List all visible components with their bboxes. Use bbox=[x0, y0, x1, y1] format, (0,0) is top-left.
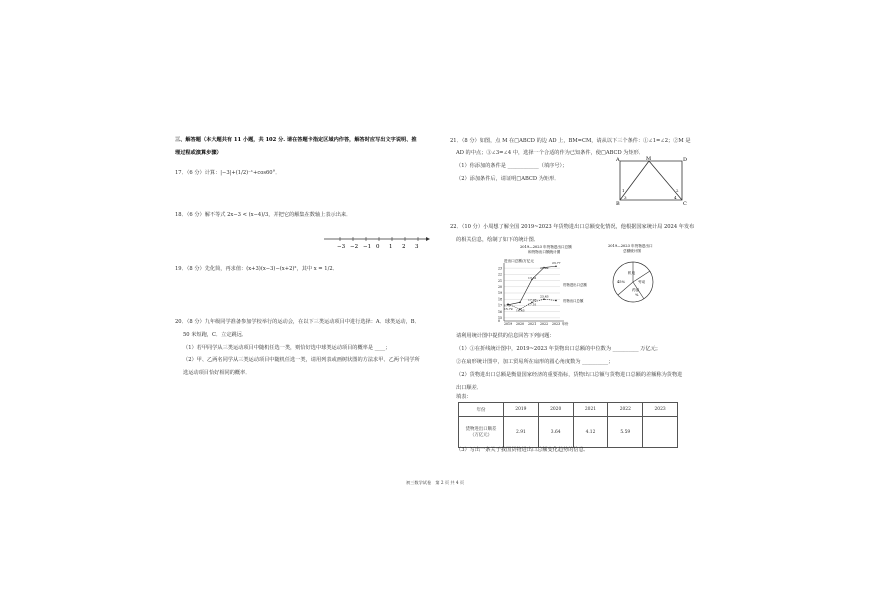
question-17: 17．（6 分）计算：|−3|+(1/2)⁻¹+cos60°． bbox=[175, 170, 281, 176]
question-22-part1b: ②在扇形统计图中，加工贸易所在扇形的圆心角度数为 __________； bbox=[456, 359, 614, 365]
line-chart-ylabel: 进出口总额/万亿元 bbox=[504, 259, 534, 263]
data-label: 16.43 bbox=[516, 308, 525, 313]
y-tick-label: 17 bbox=[498, 303, 503, 308]
surplus-table bbox=[458, 402, 678, 448]
page-footer: 初三数学试卷 第 2 页 共 4 页 bbox=[406, 480, 465, 485]
number-line-arrow bbox=[426, 237, 430, 241]
pie-title: 2019—2023 年货物进出口 bbox=[608, 244, 653, 248]
question-21-part2: （2）添加条件后，请证明□ABCD 为矩形． bbox=[456, 176, 560, 182]
table-row-label-line2: （万亿元） bbox=[470, 433, 492, 438]
question-20: 20．（8 分）九年级同学准备参加学校举行的运动会，在以下三类运动项目中进行选择：A．球类运动，B． bbox=[175, 319, 420, 325]
question-22-part1: （1）①在折线统计图中，2019~2023 年货物出口总额的中位数为 __________ 万亿元； bbox=[456, 346, 661, 352]
question-22-intro: 请利用统计图中提供的信息回答下列问题： bbox=[456, 333, 555, 339]
data-label: 15.79 bbox=[504, 307, 513, 312]
question-22: 22．（10 分）小周想了解全国 2019~2023 年货物进出口总额变化情况，他根据国家统计局 2024 年发布 bbox=[450, 224, 695, 230]
question-22-part3: （3）写出一条关于我国货物进出口总额变化趋势的信息． bbox=[456, 447, 589, 453]
segment-cm bbox=[649, 161, 682, 200]
number-line-tick-label: 1 bbox=[389, 244, 393, 250]
data-point bbox=[519, 302, 521, 304]
angle-label-3: 3 bbox=[624, 195, 627, 200]
x-tick-label: 2023 bbox=[552, 322, 561, 326]
legend-export: 货物出口总额 bbox=[563, 299, 584, 303]
question-22-part2-cont: 出口顺差． bbox=[456, 385, 482, 391]
x-tick-label: 2020 bbox=[516, 322, 525, 326]
pie-title-2: 总额统计图 bbox=[623, 249, 641, 253]
table-cell-2020: 3.64 bbox=[538, 417, 573, 448]
section-title-cont: 理过程或演算步骤） bbox=[175, 150, 222, 156]
y-tick-label: 23 bbox=[498, 266, 503, 271]
label-c: C bbox=[683, 201, 687, 206]
table-row bbox=[459, 417, 678, 448]
question-22-part2: （2）货物进出口总额是衡量国家经济的重要指标，货物出口总额与货物进口总额的差额称为货物进 bbox=[456, 372, 683, 378]
line-chart-title: 2019—2023 年货物进出口总额 bbox=[520, 245, 572, 249]
rectangle-abcd bbox=[620, 161, 682, 200]
question-20-part2-cont: 选运动项目恰好相同的概率． bbox=[183, 370, 251, 376]
question-18: 18．（6 分）解不等式 2x−3 < (x−4)/3，并把它的解集在数轴上表示出来． bbox=[175, 212, 352, 218]
y-tick-label: 21 bbox=[498, 278, 503, 283]
label-b: B bbox=[616, 201, 620, 206]
label-m: M bbox=[646, 156, 652, 162]
table-cell-2021: 4.12 bbox=[573, 417, 608, 448]
y-tick-label: 16 bbox=[498, 309, 503, 314]
table-header-cell: 年份 bbox=[459, 403, 504, 417]
y-tick-label: 18 bbox=[498, 297, 503, 302]
data-label: 17.51 bbox=[528, 302, 537, 307]
x-tick-label: 2022 bbox=[540, 322, 549, 326]
table-row-label bbox=[459, 417, 504, 448]
table-row-label-line1: 货物进出口顺差 bbox=[465, 427, 497, 432]
pie-pct-1: 45% bbox=[617, 280, 625, 284]
question-19: 19．（8 分）先化简，再求值：(x+3)(x−3)−(x+2)²，其中 x = 1/2． bbox=[175, 266, 338, 272]
data-label: 21.92 bbox=[540, 265, 549, 270]
pie-pct-2: % bbox=[635, 293, 639, 297]
pie-label-2: 劳动 bbox=[638, 280, 646, 284]
number-line-tick-label: −3 bbox=[337, 244, 346, 250]
y-tick-label: 19 bbox=[498, 291, 503, 296]
pie-label-1: 机电 bbox=[628, 271, 636, 275]
number-line-tick-label: −2 bbox=[350, 244, 359, 250]
number-line-tick-label: −1 bbox=[363, 244, 372, 250]
table-cell-2023[interactable] bbox=[643, 417, 678, 448]
question-20-cont: 50 米短跑，C．立定跳远． bbox=[183, 332, 248, 338]
question-21-part1: （1）你添加的条件是 ____________（填序号）； bbox=[456, 163, 568, 169]
table-header-cell: 2022 bbox=[608, 403, 643, 417]
number-line-tick-label: 3 bbox=[415, 244, 419, 250]
y-tick-label: 0 bbox=[498, 319, 501, 324]
y-tick-label: 20 bbox=[498, 284, 503, 289]
legend-total: 货物进出口总额 bbox=[563, 283, 587, 287]
data-point bbox=[555, 265, 557, 267]
data-point bbox=[555, 300, 557, 302]
table-header-cell: 2019 bbox=[504, 403, 539, 417]
table-cell-2022: 5.59 bbox=[608, 417, 643, 448]
question-22-cont: 的相关信息，绘制了如下的统计图． bbox=[456, 237, 540, 243]
number-line-tick-label: 0 bbox=[376, 244, 380, 250]
line-chart-title-2: 和货物出口额统计图 bbox=[528, 250, 561, 254]
question-20-part1: （1）若甲同学从三类运动项目中随机任选一类，则恰好选中球类运动项目的概率是 ____； bbox=[183, 345, 391, 351]
fill-table-prompt: 填表： bbox=[456, 394, 472, 400]
label-a: A bbox=[616, 157, 620, 163]
table-header-row bbox=[459, 403, 678, 417]
angle-label-4: 4 bbox=[674, 195, 677, 200]
angle-label-2: 2 bbox=[676, 188, 679, 193]
line-chart bbox=[490, 243, 600, 328]
y-tick-label: 22 bbox=[498, 272, 503, 277]
table-header-cell: 2021 bbox=[573, 403, 608, 417]
table-header-cell: 2023 bbox=[643, 403, 678, 417]
data-label: 23.77 bbox=[552, 261, 561, 266]
table-cell-2019: 2.91 bbox=[504, 417, 539, 448]
x-axis-label: 年份 bbox=[562, 322, 569, 326]
question-21: 21．（8 分）如图，点 M 在□ABCD 的边 AD 上，BM=CM，请从以下三个条件：①∠1=∠2；②M 是 bbox=[450, 138, 691, 144]
x-tick-label: 2019 bbox=[504, 322, 513, 326]
question-21-cont: AD 的中点；③∠3=∠4 中，选择一个合适的作为已知条件，使□ABCD 为矩形． bbox=[456, 150, 645, 156]
pie-chart bbox=[608, 243, 668, 308]
question-20-part2: （2）甲、乙两名同学从三类运动项目中随机任选一类，请用列表或画树状图的方法求甲、乙两个同学所 bbox=[183, 357, 420, 363]
pie-label-3: 药品 bbox=[632, 288, 640, 292]
data-label: 17.1 bbox=[504, 303, 511, 308]
y-tick-label: 15 bbox=[498, 316, 503, 321]
angle-label-1: 1 bbox=[622, 188, 625, 193]
data-label: 17.93 bbox=[528, 297, 537, 302]
number-line-tick-label: 2 bbox=[402, 244, 406, 250]
data-label: 23.63 bbox=[540, 294, 549, 299]
table-header-cell: 2020 bbox=[538, 403, 573, 417]
number-line bbox=[322, 233, 432, 251]
parallelogram-figure bbox=[612, 156, 692, 206]
section-title: 三、解答题（本大题共有 11 小题，共 102 分. 请在答题卡指定区域内作答，解答时应写出文字说明、推 bbox=[175, 137, 417, 143]
x-tick-label: 2021 bbox=[528, 322, 537, 326]
label-d: D bbox=[683, 157, 688, 163]
data-label: 17.31 bbox=[528, 275, 537, 280]
